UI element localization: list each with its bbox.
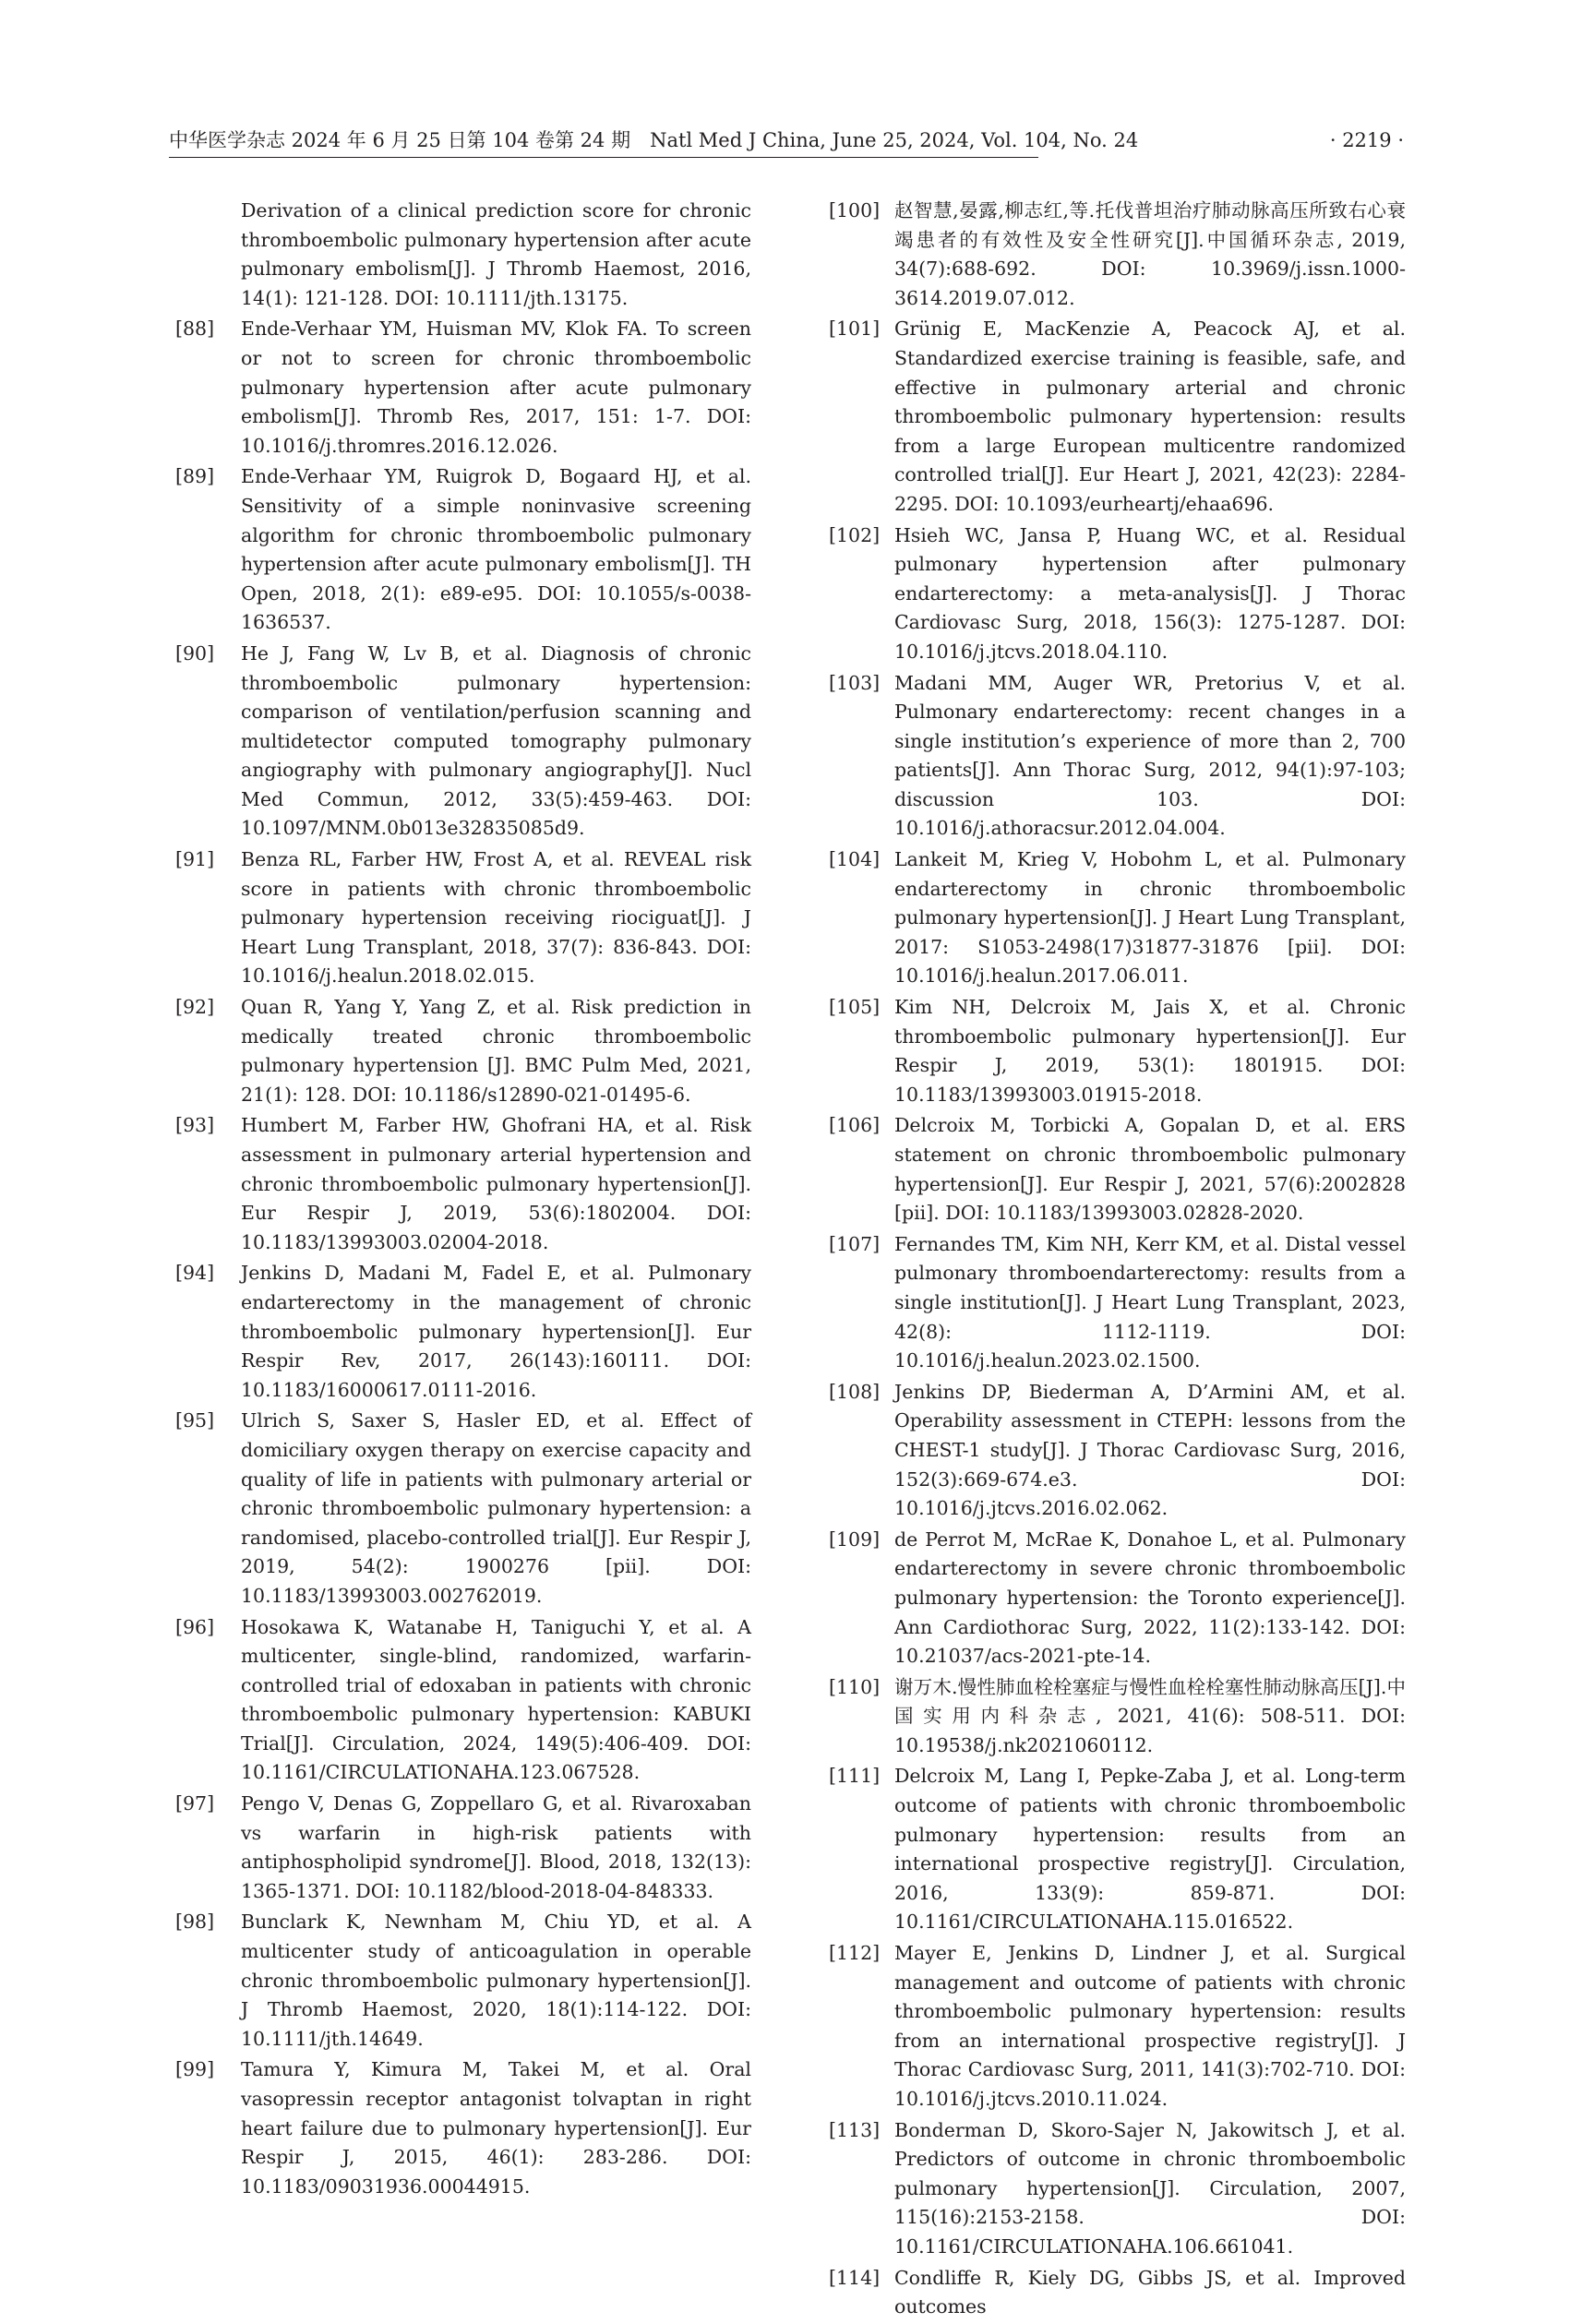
reference-item	[824, 993, 1406, 1109]
reference-number: [103]	[829, 671, 881, 694]
reference-text: Derivation of a clinical prediction score for chronic thromboembolic pulmonary hypertension after acute pulmonary embolism[J]. J Thromb Haemost, 2016, 14(1): 121-128. DOI: 10.1111/jth.13175.	[241, 199, 751, 309]
reference-text: Condliffe R, Kiely DG, Gibbs JS, et al. Improved outcomes	[894, 2266, 1406, 2318]
reference-item	[824, 2264, 1406, 2322]
reference-number: [88]	[175, 317, 215, 341]
reference-item	[824, 1111, 1406, 1228]
reference-number: [114]	[829, 2266, 881, 2289]
reference-item	[824, 315, 1406, 519]
reference-text: Humbert M, Farber HW, Ghofrani HA, et al. Risk assessment in pulmonary arterial hypertension and chronic thromboembolic pulmonary hypertension[J]. Eur Respir J, 2019, 53(6):1802004. DOI: 10.1183/13993003.02004-2018.	[241, 1114, 751, 1253]
reference-number: [97]	[175, 1792, 215, 1815]
header-rule	[169, 157, 1038, 158]
reference-item	[824, 1230, 1406, 1376]
reference-text: Ulrich S, Saxer S, Hasler ED, et al. Effect of domiciliary oxygen therapy on exercise capacity and quality of life in patients with pulmonary arterial or chronic thromboembolic pulmonary hypertension: a randomised, placebo-controlled trial[J]. Eur Respir J, 2019, 54(2): 1900276 [pii]. DOI: 10.1183/13993003.002762019.	[241, 1409, 751, 1607]
reference-item	[824, 521, 1406, 667]
reference-item	[171, 1613, 751, 1789]
reference-item	[171, 640, 751, 844]
reference-text: Hsieh WC, Jansa P, Huang WC, et al. Residual pulmonary hypertension after pulmonary endarterectomy: a meta-analysis[J]. J Thorac Cardiovasc Surg, 2018, 156(3): 1275-1287. DOI: 10.1016/j.jtcvs.2018.04.110.	[894, 523, 1406, 663]
reference-number: [113]	[829, 2118, 881, 2141]
reference-text: 赵智慧,晏露,柳志红,等.托伐普坦治疗肺动脉高压所致右心衰竭患者的有效性及安全性研究[J].中国循环杂志, 2019, 34(7):688-692. DOI: 10.3969/j.issn.1000-3614.2019.07.012.	[894, 199, 1406, 309]
reference-item	[171, 462, 751, 638]
reference-text: Mayer E, Jenkins D, Lindner J, et al. Surgical management and outcome of patients with chronic thromboembolic pulmonary hypertension: results from an international prospective registry[J]. J Thorac Cardiovasc Surg, 2011, 141(3):702-710. DOI: 10.1016/j.jtcvs.2010.11.024.	[894, 1942, 1406, 2110]
reference-number: [110]	[829, 1675, 881, 1698]
reference-item	[171, 1790, 751, 1906]
reference-number: [106]	[829, 1114, 881, 1137]
reference-item	[171, 845, 751, 991]
reference-item	[824, 1673, 1406, 1761]
reference-item	[171, 1111, 751, 1257]
reference-text: Quan R, Yang Y, Yang Z, et al. Risk prediction in medically treated chronic thromboembolic pulmonary hypertension [J]. BMC Pulm Med, 2021, 21(1): 128. DOI: 10.1186/s12890-021-01495-6.	[241, 996, 751, 1106]
reference-text: Jenkins DP, Biederman A, D’Armini AM, et al. Operability assessment in CTEPH: lessons from the CHEST-1 study[J]. J Thorac Cardiovasc Surg, 2016, 152(3):669-674.e3. DOI: 10.1016/j.jtcvs.2016.02.062.	[894, 1380, 1406, 1520]
reference-item	[824, 1526, 1406, 1671]
page-number: · 2219 ·	[1329, 129, 1404, 151]
reference-number: [101]	[829, 317, 881, 341]
reference-number: [102]	[829, 523, 881, 546]
reference-number: [105]	[829, 996, 881, 1019]
reference-item	[824, 669, 1406, 845]
reference-text: Bonderman D, Skoro-Sajer N, Jakowitsch J, et al. Predictors of outcome in chronic thromboembolic pulmonary hypertension[J]. Circulation, 2007, 115(16):2153-2158. DOI: 10.1161/CIRCULATIONAHA.106.661041.	[894, 2118, 1406, 2258]
reference-text: Hosokawa K, Watanabe H, Taniguchi Y, et al. A multicenter, single-blind, randomized, warfarin-controlled trial of edoxaban in patients with chronic thromboembolic pulmonary hypertension: KABUKI Trial[J]. Circulation, 2024, 149(5):406-409. DOI: 10.1161/CIRCULATIONAHA.123.067528.	[241, 1615, 751, 1784]
reference-number: [100]	[829, 199, 881, 222]
reference-text: Kim NH, Delcroix M, Jais X, et al. Chronic thromboembolic pulmonary hypertension[J]. Eur Respir J, 2019, 53(1): 1801915. DOI: 10.1183/13993003.01915-2018.	[894, 996, 1406, 1106]
reference-text: Delcroix M, Lang I, Pepke-Zaba J, et al. Long-term outcome of patients with chronic thromboembolic pulmonary hypertension: results from an international prospective registry[J]. Circulation, 2016, 133(9): 859-871. DOI: 10.1161/CIRCULATIONAHA.115.016522.	[894, 1765, 1406, 1934]
reference-text: Bunclark K, Newnham M, Chiu YD, et al. A multicenter study of anticoagulation in operable chronic thromboembolic pulmonary hypertension[J]. J Thromb Haemost, 2020, 18(1):114-122. DOI: 10.1111/jth.14649.	[241, 1911, 751, 2050]
reference-text: Delcroix M, Torbicki A, Gopalan D, et al. ERS statement on chronic thromboembolic pulmonary hypertension[J]. Eur Respir J, 2021, 57(6):2002828 [pii]. DOI: 10.1183/13993003.02828-2020.	[894, 1114, 1406, 1225]
reference-item	[171, 1407, 751, 1611]
reference-text: Ende-Verhaar YM, Ruigrok D, Bogaard HJ, et al. Sensitivity of a simple noninvasive screening algorithm for chronic thromboembolic pulmonary hypertension after acute pulmonary embolism[J]. TH Open, 2018, 2(1): e89-e95. DOI: 10.1055/s-0038-1636537.	[241, 465, 751, 634]
reference-text: Jenkins D, Madani M, Fadel E, et al. Pulmonary endarterectomy in the management of chronic thromboembolic pulmonary hypertension[J]. Eur Respir Rev, 2017, 26(143):160111. DOI: 10.1183/16000617.0111-2016.	[241, 1262, 751, 1401]
reference-number: [112]	[829, 1942, 881, 1965]
reference-number: [108]	[829, 1380, 881, 1403]
reference-number: [92]	[175, 996, 215, 1019]
reference-column-left	[171, 197, 751, 2203]
running-header	[169, 124, 1404, 157]
reference-number: [107]	[829, 1232, 881, 1255]
reference-item	[171, 197, 751, 313]
reference-number: [95]	[175, 1409, 215, 1432]
reference-item	[824, 845, 1406, 991]
reference-number: [109]	[829, 1527, 881, 1551]
reference-text: 谢万木.慢性肺血栓栓塞症与慢性血栓栓塞性肺动脉高压[J].中国实用内科杂志, 2021, 41(6): 508-511. DOI: 10.19538/j.nk2021060112.	[894, 1675, 1406, 1756]
reference-number: [90]	[175, 641, 215, 665]
reference-text: Ende-Verhaar YM, Huisman MV, Klok FA. To screen or not to screen for chronic thromboembolic pulmonary hypertension after acute pulmonary embolism[J]. Thromb Res, 2017, 151: 1-7. DOI: 10.1016/j.thromres.2016.12.026.	[241, 317, 751, 457]
reference-text: de Perrot M, McRae K, Donahoe L, et al. Pulmonary endarterectomy in severe chronic thromboembolic pulmonary hypertension: the Toronto experience[J]. Ann Cardiothorac Surg, 2022, 11(2):133-142. DOI: 10.21037/acs-2021-pte-14.	[894, 1527, 1406, 1668]
reference-item	[171, 1908, 751, 2054]
reference-number: [94]	[175, 1262, 215, 1285]
reference-text: Lankeit M, Krieg V, Hobohm L, et al. Pulmonary endarterectomy in chronic thromboembolic pulmonary hypertension[J]. J Heart Lung Transplant, 2017: S1053-2498(17)31877-31876 [pii]. DOI: 10.1016/j.healun.2017.06.011.	[894, 848, 1406, 988]
reference-text: Benza RL, Farber HW, Frost A, et al. REVEAL risk score in patients with chronic thromboembolic pulmonary hypertension receiving riociguat[J]. J Heart Lung Transplant, 2018, 37(7): 836-843. DOI: 10.1016/j.healun.2018.02.015.	[241, 848, 751, 988]
reference-item	[824, 1762, 1406, 1937]
reference-number: [111]	[829, 1765, 881, 1788]
reference-number: [89]	[175, 465, 215, 488]
reference-item	[171, 1259, 751, 1405]
reference-text: Grünig E, MacKenzie A, Peacock AJ, et al. Standardized exercise training is feasible, safe, and effective in pulmonary arterial and chronic thromboembolic pulmonary hypertension: results from a large European multicentre randomized controlled trial[J]. Eur Heart J, 2021, 42(23): 2284-2295. DOI: 10.1093/eurheartj/ehaa696.	[894, 317, 1406, 515]
reference-number: [104]	[829, 848, 881, 871]
reference-number: [91]	[175, 848, 215, 871]
reference-number: [98]	[175, 1911, 215, 1934]
reference-item	[171, 2055, 751, 2201]
reference-item	[824, 2116, 1406, 2262]
reference-column-right	[824, 197, 1406, 2324]
reference-text: He J, Fang W, Lv B, et al. Diagnosis of chronic thromboembolic pulmonary hypertension: comparison of ventilation/perfusion scanning and multidetector computed tomography pulmonary angiography with pulmonary angiography[J]. Nucl Med Commun, 2012, 33(5):459-463. DOI: 10.1097/MNM.0b013e32835085d9.	[241, 641, 751, 840]
reference-number: [96]	[175, 1615, 215, 1638]
reference-text: Pengo V, Denas G, Zoppellaro G, et al. Rivaroxaban vs warfarin in high-risk patients with antiphospholipid syndrome[J]. Blood, 2018, 132(13): 1365-1371. DOI: 10.1182/blood-2018-04-848333.	[241, 1792, 751, 1902]
reference-text: Madani MM, Auger WR, Pretorius V, et al. Pulmonary endarterectomy: recent changes in a single institution’s experience of more than 2, 700 patients[J]. Ann Thorac Surg, 2012, 94(1):97-103; discussion 103. DOI: 10.1016/j.athoracsur.2012.04.004.	[894, 671, 1406, 840]
reference-text: Fernandes TM, Kim NH, Kerr KM, et al. Distal vessel pulmonary thromboendarterectomy: results from a single institution[J]. J Heart Lung Transplant, 2023, 42(8): 1112-1119. DOI: 10.1016/j.healun.2023.02.1500.	[894, 1232, 1406, 1372]
reference-text: Tamura Y, Kimura M, Takei M, et al. Oral vasopressin receptor antagonist tolvaptan in right heart failure due to pulmonary hypertension[J]. Eur Respir J, 2015, 46(1): 283-286. DOI: 10.1183/09031936.00044915.	[241, 2058, 751, 2198]
reference-item	[824, 1939, 1406, 2114]
reference-item	[171, 993, 751, 1109]
reference-number: [99]	[175, 2058, 215, 2081]
journal-header: 中华医学杂志 2024 年 6 月 25 日第 104 卷第 24 期 Natl Med J China, June 25, 2024, Vol. 104, No. 24	[169, 129, 1139, 151]
reference-item	[824, 1378, 1406, 1524]
reference-number: [93]	[175, 1114, 215, 1137]
reference-item	[171, 315, 751, 461]
reference-item	[824, 197, 1406, 313]
